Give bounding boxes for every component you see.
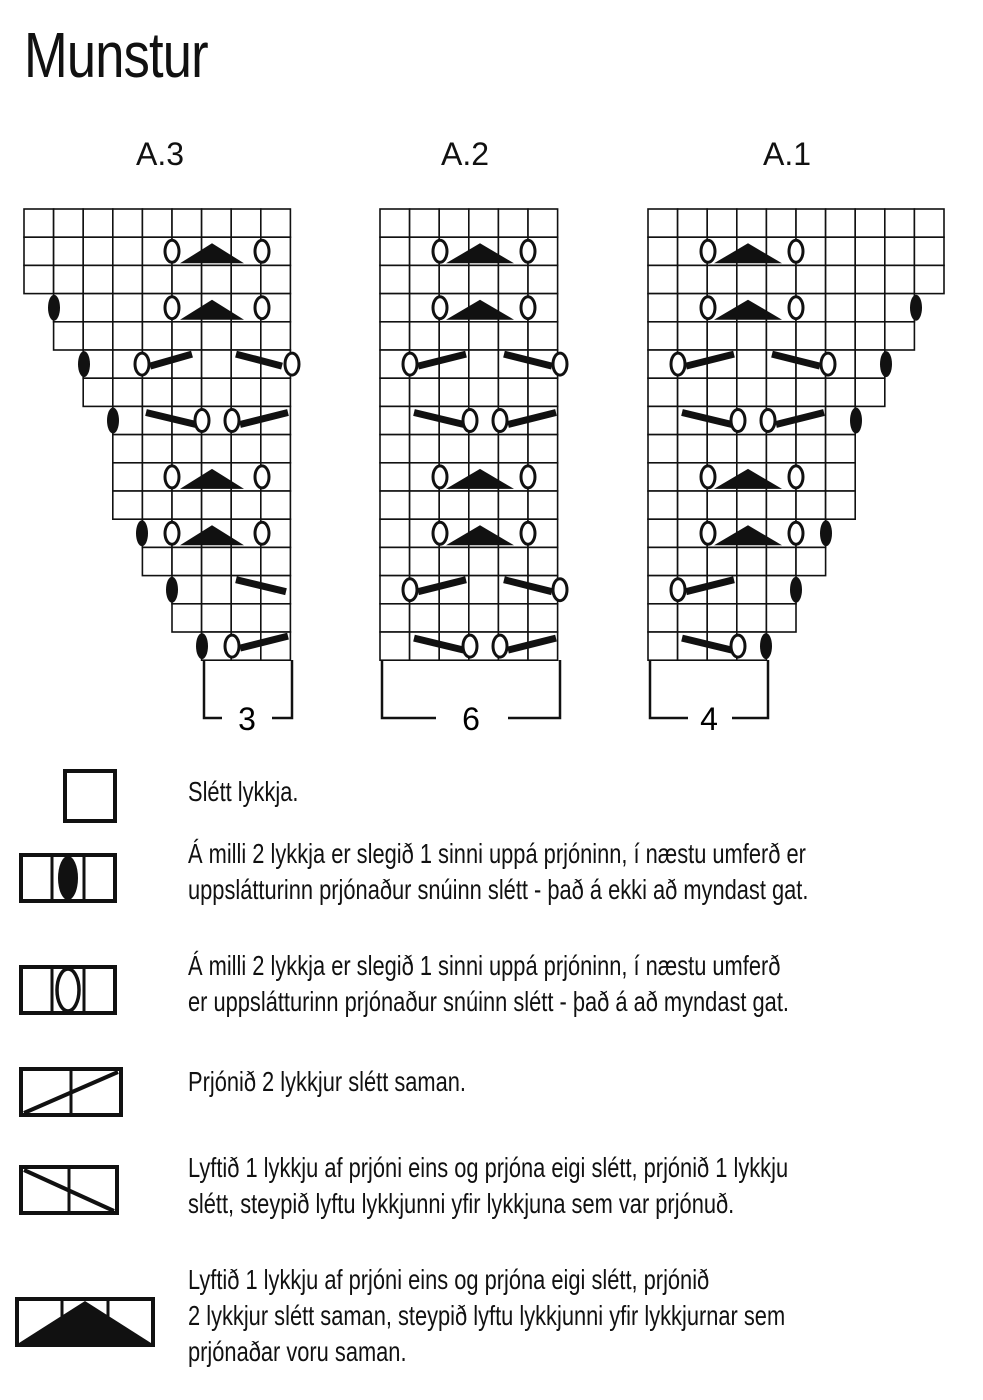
chart-cell (855, 294, 885, 322)
chart-cell (380, 265, 410, 293)
chart-cell (261, 547, 291, 575)
chart-cell (469, 604, 499, 632)
chart-cell (826, 378, 856, 406)
yarn-over-mark (821, 353, 835, 375)
chart-cell (54, 265, 84, 293)
yarn-over-mark (255, 297, 269, 319)
chart-cell (261, 378, 291, 406)
yarn-over-mark (135, 353, 149, 375)
chart-cell (113, 463, 143, 491)
chart-cell (202, 604, 232, 632)
legend-text-knit: Slétt lykkja. (188, 776, 299, 807)
chart-cell (113, 491, 143, 519)
chart-cell (498, 209, 528, 237)
chart-cell (648, 463, 678, 491)
yarn-over-mark (433, 466, 447, 488)
chart-cell (648, 294, 678, 322)
chart-cell (885, 209, 915, 237)
chart-cell (24, 237, 54, 265)
chart-a3 (24, 209, 299, 660)
yarn-over-mark (433, 522, 447, 544)
yarn-over-mark (165, 240, 179, 262)
chart-cell (469, 265, 499, 293)
twisted-yarn-over-mark (166, 577, 178, 603)
chart-cell (202, 435, 232, 463)
chart-cell (380, 378, 410, 406)
yarn-over-mark (493, 635, 507, 657)
chart-cell (172, 265, 202, 293)
chart-cell (737, 491, 767, 519)
yarn-over-mark (493, 410, 507, 432)
chart-cell (142, 491, 172, 519)
twisted-yarn-over-mark (790, 577, 802, 603)
chart-cell (528, 322, 558, 350)
chart-cell (410, 435, 440, 463)
chart-cell (24, 209, 54, 237)
chart-cell (380, 435, 410, 463)
chart-cell (202, 209, 232, 237)
chart-cell (707, 265, 737, 293)
chart-cell (855, 265, 885, 293)
chart-cell (826, 491, 856, 519)
chart-cell (202, 547, 232, 575)
chart-cell (142, 378, 172, 406)
yarn-over-mark (521, 240, 535, 262)
yarn-over-mark (789, 297, 803, 319)
chart-cell (410, 265, 440, 293)
twisted-yarn-over-mark (820, 520, 832, 546)
chart-cell (766, 547, 796, 575)
chart-cell (648, 519, 678, 547)
yarn-over-mark (731, 635, 745, 657)
chart-cell (202, 322, 232, 350)
chart-cell (528, 491, 558, 519)
chart-cell (410, 322, 440, 350)
chart-cell (142, 435, 172, 463)
chart-cell (498, 378, 528, 406)
chart-cell (885, 322, 915, 350)
chart-cell (172, 547, 202, 575)
chart-cell (83, 265, 113, 293)
chart-cell (766, 322, 796, 350)
chart-cell (737, 435, 767, 463)
chart-cell (261, 265, 291, 293)
page-title: Munstur (24, 19, 208, 91)
chart-cell (498, 604, 528, 632)
twisted-yarn-over-mark (760, 633, 772, 659)
yarn-over-mark (165, 297, 179, 319)
chart-cell (142, 322, 172, 350)
chart-cell (410, 209, 440, 237)
chart-cell (648, 322, 678, 350)
chart-cell (737, 604, 767, 632)
chart-cell (380, 491, 410, 519)
chart-label-a2: A.2 (440, 136, 490, 172)
twisted-yarn-over-mark (107, 408, 119, 434)
yarn-over-mark (701, 297, 715, 319)
chart-cell (796, 378, 826, 406)
yarn-over-mark (671, 579, 685, 601)
chart-a2 (380, 209, 567, 660)
chart-cell (707, 378, 737, 406)
chart-cell (469, 350, 499, 378)
chart-cell (885, 237, 915, 265)
chart-cell (885, 294, 915, 322)
chart-cell (528, 604, 558, 632)
chart-cell (737, 209, 767, 237)
chart-cell (113, 322, 143, 350)
chart-cell (83, 322, 113, 350)
yarn-over-mark (165, 466, 179, 488)
chart-cell (737, 378, 767, 406)
chart-cell (380, 632, 410, 660)
chart-cell (410, 491, 440, 519)
chart-cell (439, 322, 469, 350)
chart-cell (796, 322, 826, 350)
chart-cell (410, 547, 440, 575)
chart-cell (826, 435, 856, 463)
chart-cell (826, 463, 856, 491)
chart-cell (826, 294, 856, 322)
repeat-brackets (204, 660, 768, 737)
twisted-yarn-over-mark (48, 295, 60, 321)
chart-cell (648, 547, 678, 575)
chart-cell (796, 547, 826, 575)
legend-text-k2tog: Prjónið 2 lykkjur slétt saman. (188, 1066, 466, 1097)
yarn-over-mark (255, 240, 269, 262)
chart-cell (410, 378, 440, 406)
chart-cell (678, 209, 708, 237)
chart-cell (766, 604, 796, 632)
chart-cell (261, 604, 291, 632)
chart-cell (202, 350, 232, 378)
chart-cell (766, 265, 796, 293)
chart-cell (231, 604, 261, 632)
yarn-over-mark (761, 410, 775, 432)
yarn-over-mark (671, 353, 685, 375)
chart-cell (380, 547, 410, 575)
chart-cell (380, 604, 410, 632)
chart-cell (528, 378, 558, 406)
chart-cell (678, 547, 708, 575)
chart-cell (439, 491, 469, 519)
chart-cell (855, 237, 885, 265)
chart-cell (172, 435, 202, 463)
twisted-yarn-over-mark (78, 351, 90, 377)
yarn-over-mark (463, 410, 477, 432)
chart-cell (855, 209, 885, 237)
yarn-over-mark (521, 297, 535, 319)
chart-cell (261, 209, 291, 237)
yarn-over-mark (255, 466, 269, 488)
chart-cell (707, 547, 737, 575)
chart-cell (528, 435, 558, 463)
chart-cell (826, 265, 856, 293)
chart-cell (231, 547, 261, 575)
chart-cell (439, 435, 469, 463)
yarn-over-mark (165, 522, 179, 544)
chart-cell (469, 435, 499, 463)
chart-cell (766, 435, 796, 463)
yarn-over-mark (553, 579, 567, 601)
chart-cell (231, 435, 261, 463)
legend-text-skp: Lyftið 1 lykkju af prjóni eins og prjóna eigi slétt, prjónið 1 lykkju slétt, steypið lyftu lykkjunni yfir lykkjuna sem var prjónuð. (188, 1152, 789, 1219)
chart-cell (648, 435, 678, 463)
chart-cell (24, 265, 54, 293)
chart-cell (113, 294, 143, 322)
chart-cell (469, 322, 499, 350)
twisted-yarn-over-mark (910, 295, 922, 321)
chart-cell (439, 209, 469, 237)
chart-cell (231, 322, 261, 350)
chart-cell (261, 491, 291, 519)
twisted-yarn-over-mark (196, 633, 208, 659)
chart-cell (528, 265, 558, 293)
chart-cell (380, 237, 410, 265)
chart-cell (54, 209, 84, 237)
chart-cell (113, 265, 143, 293)
chart-cell (469, 576, 499, 604)
chart-cell (678, 322, 708, 350)
chart-cell (142, 265, 172, 293)
chart-cell (737, 547, 767, 575)
chart-cell (231, 491, 261, 519)
chart-cell (498, 491, 528, 519)
chart-cell (766, 378, 796, 406)
chart-cell (914, 209, 944, 237)
chart-cell (678, 604, 708, 632)
k2tog-icon (18, 1066, 124, 1118)
chart-cell (113, 378, 143, 406)
chart-cell (172, 491, 202, 519)
repeat-count-a1: 4 (700, 701, 718, 737)
chart-cell (648, 378, 678, 406)
chart-cell (796, 265, 826, 293)
yarn-over-mark (701, 240, 715, 262)
chart-cell (678, 435, 708, 463)
yarn-over-mark (255, 522, 269, 544)
chart-cell (113, 435, 143, 463)
chart-cell (648, 632, 678, 660)
twisted-yarn-over-icon (18, 852, 118, 904)
chart-label-a3: A.3 (135, 136, 185, 172)
chart-cell (826, 237, 856, 265)
chart-cell (826, 322, 856, 350)
twisted-yarn-over-mark (136, 520, 148, 546)
chart-cell (172, 322, 202, 350)
chart-cell (678, 378, 708, 406)
chart-cell (528, 209, 558, 237)
yarn-over-mark (403, 579, 417, 601)
chart-cell (469, 491, 499, 519)
chart-cell (737, 350, 767, 378)
chart-label-a1: A.1 (762, 136, 812, 172)
chart-cell (469, 378, 499, 406)
chart-cell (855, 322, 885, 350)
chart-cell (678, 491, 708, 519)
chart-cell (380, 406, 410, 434)
skp-icon (18, 1164, 120, 1216)
yarn-over-mark (463, 635, 477, 657)
knit-stitch-icon (62, 768, 118, 824)
sk2p-icon (14, 1296, 156, 1348)
chart-cell (83, 378, 113, 406)
chart-cell (707, 491, 737, 519)
chart-cell (261, 435, 291, 463)
chart-cell (439, 265, 469, 293)
yarn-over-mark (731, 410, 745, 432)
chart-cell (172, 378, 202, 406)
chart-cell (380, 519, 410, 547)
chart-cell (113, 209, 143, 237)
chart-cell (439, 547, 469, 575)
repeat-count-a2: 6 (462, 701, 480, 737)
yarn-over-mark (225, 635, 239, 657)
yarn-over-mark (789, 240, 803, 262)
chart-cell (707, 209, 737, 237)
yarn-over-mark (225, 410, 239, 432)
chart-cell (707, 322, 737, 350)
twisted-yarn-over-mark (880, 351, 892, 377)
twisted-yarn-over-mark (850, 408, 862, 434)
chart-cell (855, 378, 885, 406)
chart-cell (439, 378, 469, 406)
yarn-over-mark (553, 353, 567, 375)
chart-cell (498, 547, 528, 575)
repeat-count-a3: 3 (238, 701, 256, 737)
chart-cell (648, 265, 678, 293)
chart-cell (172, 604, 202, 632)
chart-cell (914, 237, 944, 265)
chart-a1 (648, 209, 944, 660)
yarn-over-mark (789, 466, 803, 488)
yarn-over-mark (789, 522, 803, 544)
chart-cell (439, 604, 469, 632)
chart-cell (796, 209, 826, 237)
yarn-over-mark (403, 353, 417, 375)
yarn-over-mark (701, 466, 715, 488)
legend-text-yo-twisted: Á milli 2 lykkja er slegið 1 sinni uppá prjóninn, í næstu umferð er uppslátturinn prjónaður snúinn slétt - það á ekki að myndast gat. (188, 838, 809, 905)
chart-cell (737, 576, 767, 604)
legend-text-sk2p: Lyftið 1 lykkju af prjóni eins og prjóna eigi slétt, prjónið 2 lykkjur slétt saman, steypið lyftu lykkjunni yfir lykkjurnar sem prjónaðar voru saman. (188, 1264, 786, 1367)
chart-cell (380, 294, 410, 322)
chart-cell (54, 237, 84, 265)
chart-cell (172, 209, 202, 237)
chart-cell (202, 265, 232, 293)
chart-cell (737, 322, 767, 350)
chart-cell (796, 491, 826, 519)
chart-cell (528, 547, 558, 575)
chart-cell (83, 209, 113, 237)
chart-cell (469, 547, 499, 575)
chart-cell (648, 406, 678, 434)
chart-cell (648, 237, 678, 265)
chart-cell (766, 491, 796, 519)
chart-cell (380, 463, 410, 491)
chart-cell (648, 209, 678, 237)
chart-cell (826, 209, 856, 237)
chart-cell (498, 322, 528, 350)
yarn-over-icon (18, 964, 118, 1016)
chart-cell (231, 209, 261, 237)
chart-cell (380, 322, 410, 350)
chart-cell (796, 435, 826, 463)
yarn-over-mark (433, 240, 447, 262)
chart-cell (707, 604, 737, 632)
chart-cell (202, 491, 232, 519)
chart-cell (737, 265, 767, 293)
chart-cell (380, 209, 410, 237)
legend-text-yo: Á milli 2 lykkja er slegið 1 sinni uppá prjóninn, í næstu umferð er uppslátturinn prjónaður snúinn slétt - það á að myndast gat. (188, 950, 789, 1017)
chart-cell (469, 209, 499, 237)
chart-cell (766, 209, 796, 237)
chart-cell (498, 265, 528, 293)
chart-cell (113, 237, 143, 265)
chart-cell (231, 265, 261, 293)
chart-cell (678, 265, 708, 293)
yarn-over-mark (521, 466, 535, 488)
chart-cell (648, 604, 678, 632)
chart-cell (498, 435, 528, 463)
chart-cell (202, 576, 232, 604)
yarn-over-mark (521, 522, 535, 544)
yarn-over-mark (285, 353, 299, 375)
chart-cell (83, 294, 113, 322)
chart-cell (410, 604, 440, 632)
yarn-over-mark (433, 297, 447, 319)
chart-cell (648, 491, 678, 519)
chart-cell (202, 378, 232, 406)
chart-cell (142, 547, 172, 575)
chart-cell (885, 265, 915, 293)
chart-cell (83, 237, 113, 265)
chart-cell (707, 435, 737, 463)
yarn-over-mark (195, 410, 209, 432)
chart-cell (261, 322, 291, 350)
yarn-over-mark (701, 522, 715, 544)
chart-cell (914, 265, 944, 293)
chart-cell (142, 209, 172, 237)
chart-cell (231, 378, 261, 406)
chart-cell (54, 322, 84, 350)
